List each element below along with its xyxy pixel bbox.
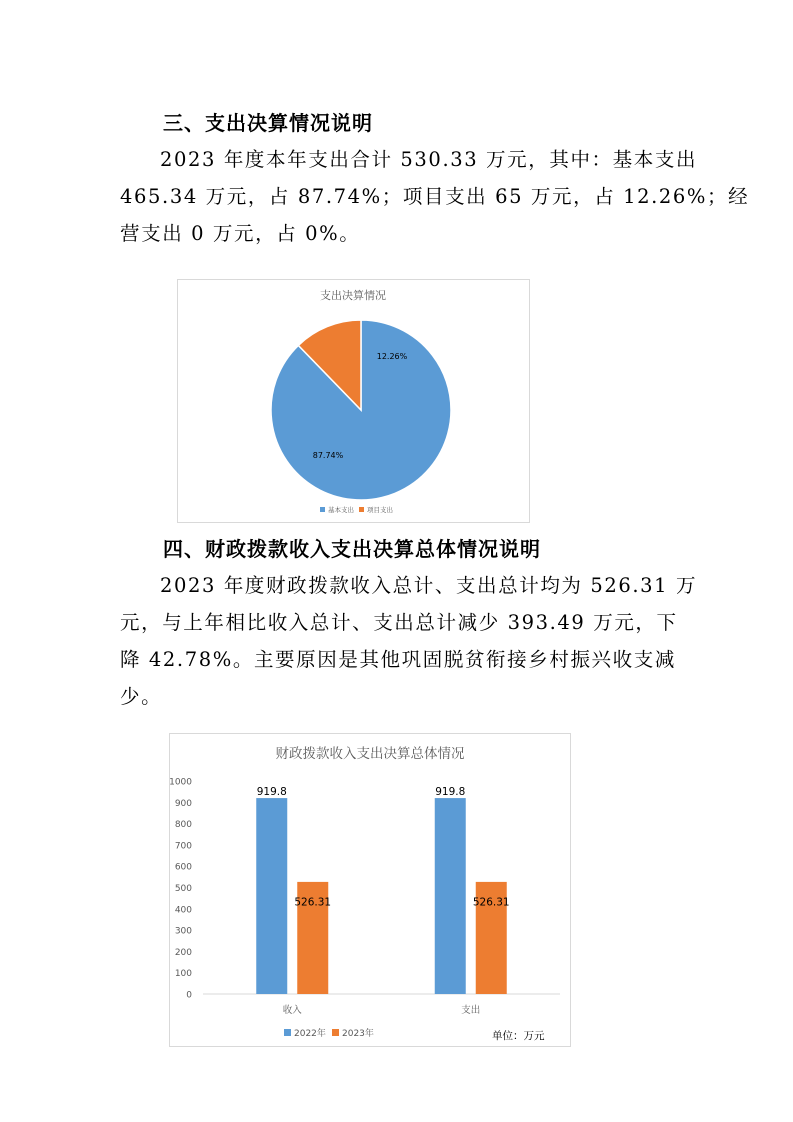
pie-label-2: 12.26% (376, 352, 408, 361)
x-tick-label: 支出 (461, 1005, 481, 1016)
pie-title: 支出决算情况 (320, 289, 386, 302)
y-tick-label: 200 (174, 947, 192, 958)
y-tick-label: 900 (174, 798, 192, 809)
pie-legend-label-2: 项目支出 (367, 506, 393, 514)
bar-value-label: 919.8 (435, 786, 466, 799)
bar-1-1 (256, 798, 287, 994)
bar-title: 财政拨款收入支出决算总体情况 (275, 746, 465, 762)
y-tick-label: 100 (174, 969, 192, 980)
bar-legend-label-2: 2023年 (342, 1029, 374, 1039)
section4-paragraph (120, 567, 698, 715)
y-tick-label: 400 (174, 905, 192, 916)
bar-legend-swatch-1 (284, 1029, 291, 1036)
y-tick-label: 800 (174, 820, 192, 831)
section3-heading: 三、支出决算情况说明 (163, 111, 373, 135)
bar-legend-label-1: 2022年 (294, 1029, 326, 1039)
pie-label-1: 87.74% (312, 451, 344, 460)
x-tick-label: 收入 (282, 1005, 302, 1016)
y-tick-label: 600 (174, 862, 192, 873)
section4-line-3: 降 42.78%。主要原因是其他巩固脱贫衔接乡村振兴收支减 (120, 648, 676, 671)
y-tick-label: 0 (186, 990, 192, 1001)
bar-legend-swatch-2 (332, 1029, 339, 1036)
bar-chart (170, 734, 570, 1046)
y-tick-label: 500 (174, 884, 192, 894)
section3-line-3: 营支出 0 万元，占 0%。 (120, 222, 361, 245)
section4-line-1: 2023 年度财政拨款收入总计、支出总计均为 526.31 万 (160, 574, 698, 597)
pie-legend-label-1: 基本支出 (328, 506, 354, 514)
section3-paragraph (120, 141, 750, 252)
pie-legend-swatch-2 (359, 507, 364, 512)
pie-chart (178, 280, 529, 522)
bar-value-label: 526.31 (472, 896, 510, 909)
bar-chart-frame (169, 733, 571, 1047)
pie-chart-frame (177, 279, 530, 523)
section3-line-2: 465.34 万元，占 87.74%；项目支出 65 万元，占 12.26%；经 (120, 185, 750, 208)
pie-legend-swatch-1 (320, 507, 325, 512)
section3-line-1: 2023 年度本年支出合计 530.33 万元，其中：基本支出 (160, 148, 698, 171)
bar-2-1 (435, 798, 466, 994)
y-tick-label: 700 (174, 841, 192, 852)
section4-line-2: 元，与上年相比收入总计、支出总计减少 393.49 万元，下 (120, 611, 678, 634)
bar-value-label: 919.8 (256, 786, 287, 799)
section4-heading: 四、财政拨款收入支出决算总体情况说明 (163, 537, 541, 561)
y-tick-label: 1000 (170, 777, 192, 788)
y-tick-label: 300 (174, 926, 192, 937)
section4-line-4: 少。 (120, 685, 163, 708)
bar-value-label: 526.31 (294, 896, 332, 909)
unit-note: 单位：万元 (492, 1030, 545, 1042)
